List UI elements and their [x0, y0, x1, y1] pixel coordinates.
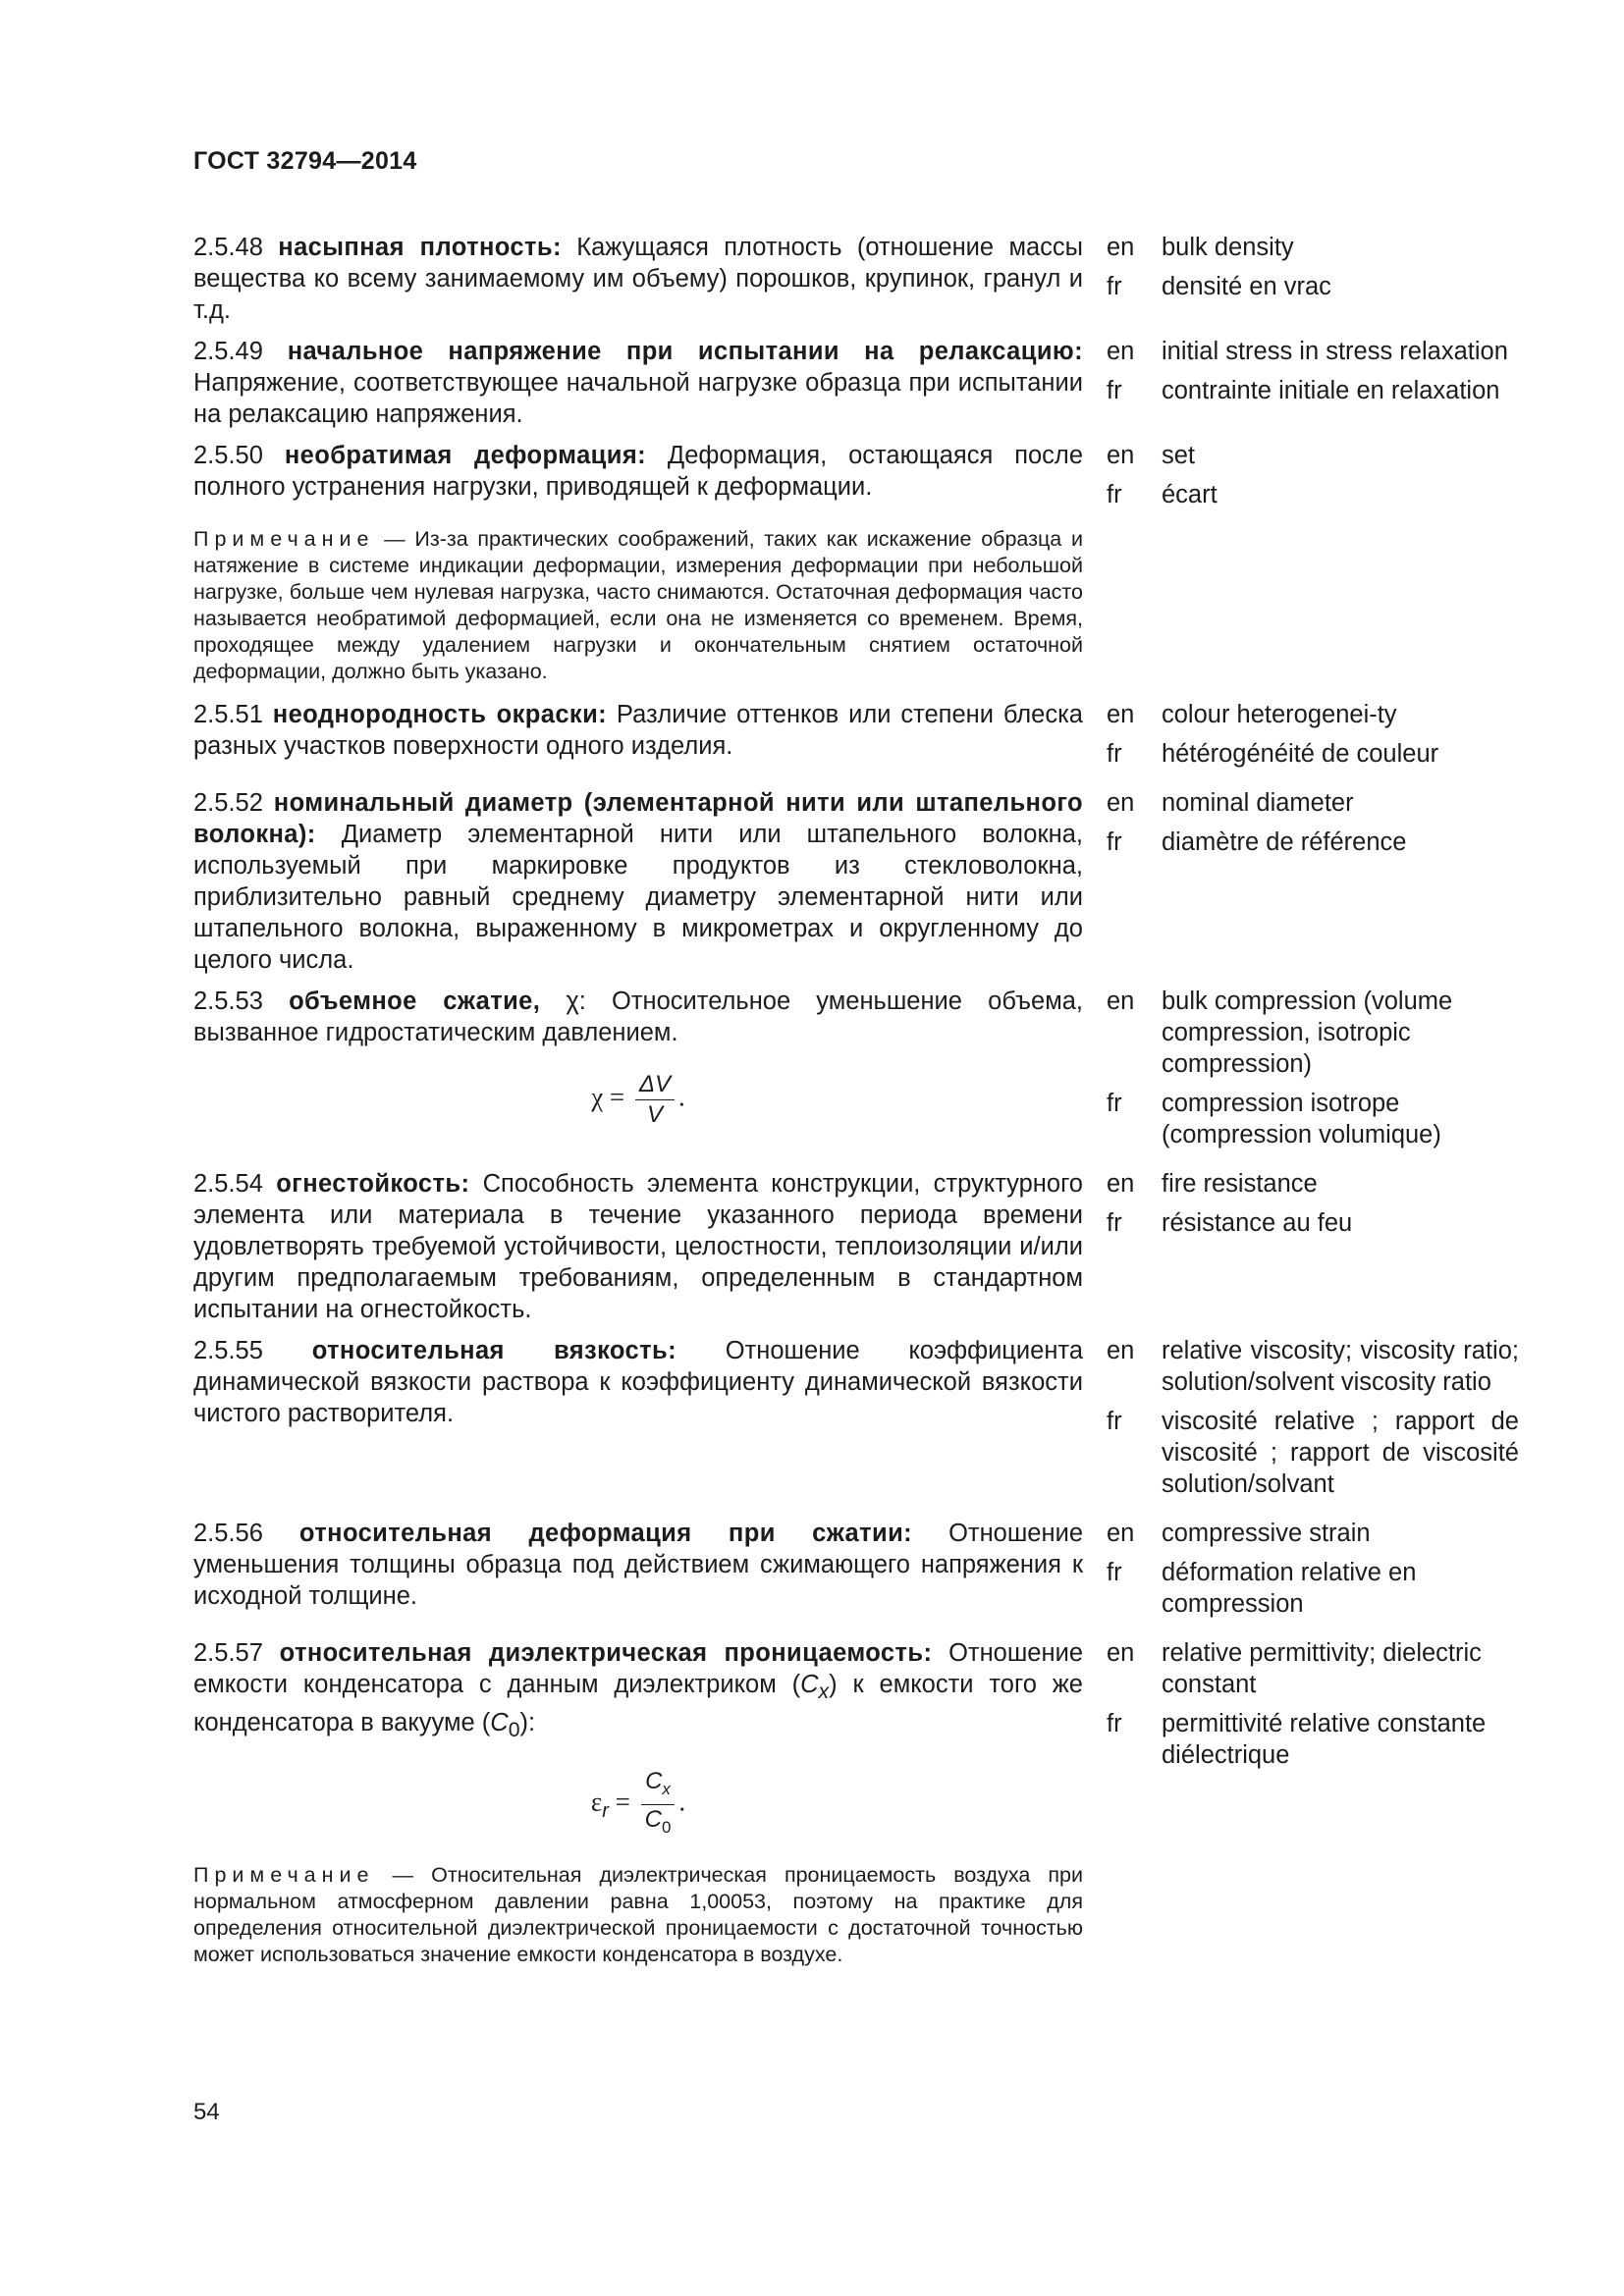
term-translations: [1107, 1335, 1519, 1508]
term-entry-2-5-50: [193, 440, 1519, 518]
term-number: 2.5.49: [193, 338, 263, 365]
term-en: bulk compression (volume compression, isotropic compression): [1162, 988, 1453, 1078]
lang-en-label: en: [1107, 338, 1135, 365]
term-name: относительная деформация при сжатии:: [298, 1520, 913, 1547]
lang-fr-label: fr: [1107, 828, 1122, 856]
formula-equals: =: [608, 1787, 630, 1817]
fraction-numerator: [641, 1767, 675, 1805]
term-definition: [193, 787, 1083, 976]
term-text: Способность элемента конструкции, структурного элемента или материала в течение указанного периода времени удовлетворять требуемой устойчивости, целостности, теплоизоляции и/или другим предполагаемым требованиям, определенным в стандартном испытании на огнестойкость.: [193, 1170, 1083, 1323]
term-en: bulk density: [1162, 234, 1294, 261]
lang-en-label: en: [1107, 1337, 1135, 1364]
fraction: [641, 1767, 676, 1842]
formula-lhs-subscript: r: [602, 1800, 609, 1823]
formula-lhs: ε: [590, 1787, 603, 1817]
term-en: relative viscosity; viscosity ratio; solution/solvent viscosity ratio: [1162, 1337, 1519, 1396]
term-name: огнестойкость:: [276, 1170, 470, 1198]
term-entry-2-5-53: [193, 986, 1519, 1158]
term-number: 2.5.52: [193, 789, 263, 817]
term-definition: [193, 232, 1083, 326]
term-number: 2.5.48: [193, 234, 263, 261]
term-translations: [1107, 1168, 1519, 1325]
fraction-denominator: V: [646, 1101, 663, 1128]
numerator-subscript: x: [662, 1779, 671, 1798]
note-text: — Из-за практических соображений, таких как искажение образца и натяжение в системе индикации деформации, измерения деформации при небольшой нагрузке, больше чем нулевая нагрузка, часто снимаются. Остаточная деформация часто называется необратимой деформацией, если она не изменяется со временем. Время, проходящее между удалением нагрузки и окончательным снятием остаточной деформации, должно быть указано.: [193, 527, 1083, 683]
symbol-cx-subscript: x: [818, 1680, 830, 1704]
term-definition: [193, 986, 1083, 1158]
formula-relative-permittivity: [193, 1767, 1083, 1842]
term-fr: compression isotrope (compression volumique): [1162, 1090, 1441, 1148]
term-fr: résistance au feu: [1162, 1209, 1353, 1237]
term-name: начальное напряжение при испытании на релаксацию:: [287, 338, 1083, 365]
term-definition: [193, 440, 1083, 518]
term-entry-2-5-51: [193, 699, 1519, 777]
numerator-symbol: C: [645, 1768, 663, 1795]
denominator-subscript: 0: [661, 1817, 672, 1837]
term-translations: [1107, 232, 1519, 326]
term-definition: [193, 699, 1083, 777]
term-fr: viscosité relative ; rapport de viscosité ; rapport de viscosité solution/solvant: [1162, 1408, 1519, 1498]
term-name: насыпная плотность:: [278, 234, 562, 261]
term-definition: [193, 1335, 1083, 1508]
term-fr: contrainte initiale en relaxation: [1162, 377, 1500, 404]
lang-fr-label: fr: [1107, 377, 1122, 404]
term-translations: [1107, 1518, 1519, 1628]
lang-fr-label: fr: [1107, 740, 1122, 768]
lang-fr-label: fr: [1107, 1209, 1122, 1237]
lang-en-label: en: [1107, 1639, 1135, 1667]
lang-fr-label: fr: [1107, 481, 1122, 508]
term-fr: diamètre de référence: [1162, 828, 1407, 856]
term-translations: [1107, 787, 1519, 976]
term-number: 2.5.56: [193, 1520, 263, 1547]
formula-volume-compression: [193, 1070, 1083, 1130]
term-text: Отношение уменьшения толщины образца под действием сжимающего напряжения к исходной толщине.: [193, 1520, 1083, 1610]
lang-en-label: en: [1107, 442, 1135, 469]
term-en: colour heterogenei-ty: [1162, 701, 1397, 728]
term-symbol: χ: [540, 988, 579, 1015]
term-entry-2-5-49: [193, 336, 1519, 430]
term-name: номинальный диаметр (элементарной нити или штапельного волокна):: [193, 789, 1083, 848]
formula-end: .: [678, 1082, 685, 1112]
lang-en-label: en: [1107, 789, 1135, 817]
fraction-numerator: ΔV: [635, 1070, 675, 1100]
note-2-5-50: [193, 526, 1083, 685]
term-en: nominal diameter: [1162, 789, 1354, 817]
term-en: fire resistance: [1162, 1170, 1318, 1198]
lang-en-label: en: [1107, 1170, 1135, 1198]
note-label: Примечание: [193, 1862, 375, 1887]
term-entry-2-5-48: [193, 232, 1519, 326]
term-entry-2-5-56: [193, 1518, 1519, 1628]
term-number: 2.5.57: [193, 1639, 263, 1667]
term-entry-2-5-52: [193, 787, 1519, 976]
symbol-cx: C: [800, 1671, 819, 1698]
formula-lhs: χ =: [591, 1082, 625, 1112]
term-text: Диаметр элементарной нити или штапельного волокна, используемый при маркировке продуктов из стекловолокна, приблизительно равный среднему диаметру элементарной нити или штапельного волокна, выраженному в микрометрах и округленному до целого числа.: [193, 821, 1083, 974]
term-entry-2-5-55: [193, 1335, 1519, 1508]
fraction: [635, 1070, 675, 1130]
term-text: Отношение коэффициента динамической вязкости раствора к коэффициенту динамической вязкости чистого растворителя.: [193, 1337, 1083, 1427]
formula-end: .: [678, 1787, 686, 1817]
term-number: 2.5.53: [193, 988, 263, 1015]
term-fr: permittivité relative constante diélectrique: [1162, 1710, 1487, 1769]
term-number: 2.5.51: [193, 701, 263, 728]
term-number: 2.5.54: [193, 1170, 263, 1198]
term-fr: densité en vrac: [1162, 273, 1331, 300]
term-text: Различие оттенков или степени блеска разных участков поверхности одного изделия.: [193, 701, 1083, 760]
term-text: ) к емкости того же конденсатора в вакууме (: [193, 1671, 1083, 1737]
term-definition: [193, 1168, 1083, 1325]
term-fr: déformation relative en compression: [1162, 1559, 1417, 1618]
page-number: 54: [193, 2099, 220, 2125]
term-en: initial stress in stress relaxation: [1162, 338, 1508, 365]
term-number: 2.5.50: [193, 442, 263, 469]
symbol-c0: C: [490, 1709, 509, 1737]
lang-fr-label: fr: [1107, 273, 1122, 300]
term-translations: [1107, 986, 1519, 1158]
term-name: объемное сжатие,: [289, 988, 541, 1015]
term-fr: écart: [1162, 481, 1218, 508]
term-translations: [1107, 699, 1519, 777]
term-name: относительная вязкость:: [311, 1337, 677, 1364]
note-text: — Относительная диэлектрическая проницаемость воздуха при нормальном атмосферном давлении равна 1,00053, поэтому на практике для определения относительной диэлектрической проницаемости с достаточной точностью может использоваться значение емкости конденсатора в воздухе.: [193, 1862, 1083, 1966]
term-entry-2-5-57: [193, 1637, 1519, 1854]
lang-en-label: en: [1107, 701, 1135, 728]
terms-list: [193, 232, 1519, 1982]
term-text: Отношение емкости конденсатора с данным диэлектриком (: [193, 1639, 1083, 1698]
denominator-symbol: C: [644, 1805, 662, 1833]
lang-fr-label: fr: [1107, 1408, 1122, 1435]
term-text: Деформация, остающаяся после полного устранения нагрузки, приводящей к деформации.: [193, 442, 1083, 501]
lang-en-label: en: [1107, 988, 1135, 1015]
lang-fr-label: fr: [1107, 1710, 1122, 1737]
term-number: 2.5.55: [193, 1337, 263, 1364]
term-translations: [1107, 336, 1519, 430]
lang-fr-label: fr: [1107, 1559, 1122, 1586]
fraction-denominator: [641, 1805, 676, 1842]
term-en: compressive strain: [1162, 1520, 1371, 1547]
term-definition: [193, 1637, 1083, 1854]
lang-en-label: en: [1107, 234, 1135, 261]
term-name: относительная диэлектрическая проницаемость:: [279, 1639, 933, 1667]
lang-en-label: en: [1107, 1520, 1135, 1547]
term-definition: [193, 1518, 1083, 1628]
note-2-5-57: [193, 1862, 1083, 1968]
term-definition: [193, 336, 1083, 430]
term-translations: [1107, 440, 1519, 518]
term-entry-2-5-54: [193, 1168, 1519, 1325]
note-label: Примечание: [193, 527, 375, 551]
term-translations: [1107, 1637, 1519, 1854]
term-text: : Относительное уменьшение объема, вызванное гидростатическим давлением.: [193, 988, 1083, 1046]
term-name: необратимая деформация:: [284, 442, 646, 469]
document-header: ГОСТ 32794—2014: [193, 147, 417, 175]
term-text: Напряжение, соответствующее начальной нагрузке образца при испытании на релаксацию напряжения.: [193, 369, 1083, 428]
term-en: relative permittivity; dielectric constant: [1162, 1639, 1482, 1698]
term-text: ):: [519, 1709, 536, 1737]
term-name: неоднородность окраски:: [272, 701, 608, 728]
symbol-c0-subscript: 0: [508, 1718, 520, 1742]
lang-fr-label: fr: [1107, 1090, 1122, 1117]
term-text: Кажущаяся плотность (отношение массы вещества ко всему занимаемому им объему) порошков, крупинок, гранул и т.д.: [193, 234, 1083, 324]
term-en: set: [1162, 442, 1196, 469]
term-fr: hétérogénéité de couleur: [1162, 740, 1439, 768]
